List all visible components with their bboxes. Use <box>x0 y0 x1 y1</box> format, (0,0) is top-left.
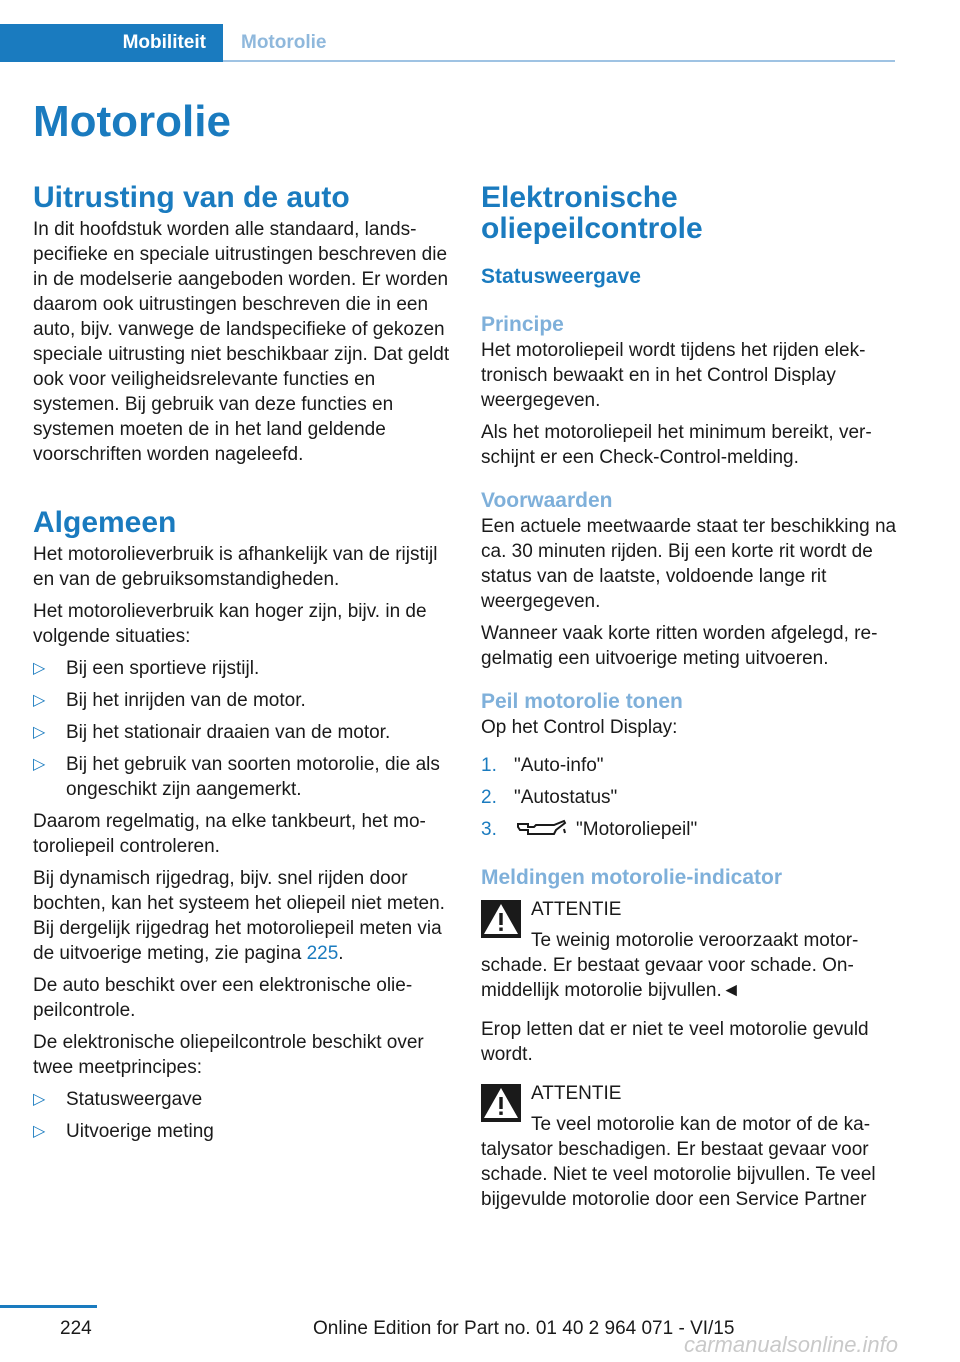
oil-can-icon <box>514 818 568 847</box>
list-item: 3. "Motoroliepeil" <box>481 817 899 847</box>
principle-list <box>33 1087 451 1144</box>
paragraph-dynamic-driving: Bij dynamisch rijgedrag, bijv. snel rijden door bochten, kan het systeem het oliepeil niet meten. Bij dergelijk rijgedrag het motoroliepeil meten via de uitvoerige meting, zie pagina 225. <box>33 868 445 964</box>
page-link-225[interactable]: 225 <box>306 943 339 964</box>
page-number: 224 <box>60 1318 92 1339</box>
heading-status-display: Statusweergave <box>481 265 641 288</box>
left-column <box>33 182 451 1151</box>
paragraph-not-too-much: Erop letten dat er niet te veel motorolie gevuld wordt. <box>481 1019 869 1065</box>
triangle-bullet-icon: ▷ <box>33 660 46 677</box>
heading-show-oil-level: Peil motorolie tonen <box>481 690 683 713</box>
warning-triangle-icon <box>481 1084 521 1129</box>
triangle-bullet-icon: ▷ <box>33 1091 46 1108</box>
list-item: ▷ Uitvoerige meting <box>33 1121 214 1142</box>
paragraph-higher-consumption: Het motorolieverbruik kan hoger zijn, bijv. in de volgende situaties: <box>33 601 427 647</box>
heading-messages: Meldingen motorolie-indicator <box>481 866 783 889</box>
paragraph-principle-1: Het motoroliepeil wordt tijdens het rijden elektronisch bewaakt en in het Control Display weergegeven. <box>481 340 866 411</box>
steps-list <box>481 753 899 847</box>
paragraph-control-display: Op het Control Display: <box>481 717 678 738</box>
heading-electronic-oil-control: Elektronische oliepeilcontrole <box>481 181 703 245</box>
situation-list <box>33 656 451 802</box>
edition-info: Online Edition for Part no. 01 40 2 964 071 - VI/15 <box>313 1318 735 1339</box>
list-item: ▷ Bij het inrijden van de motor. <box>33 690 306 711</box>
footer-divider <box>0 1305 97 1308</box>
paragraph-two-principles: De elektronische oliepeilcontrole beschikt over twee meetprincipes: <box>33 1032 424 1078</box>
heading-conditions: Voorwaarden <box>481 489 613 512</box>
section-tab-motorolie: Motorolie <box>241 32 327 53</box>
paragraph-conditions-1: Een actuele meetwaarde staat ter beschikking na ca. 30 minuten rijden. Bij een korte rit wordt de status van de laatste, voldoende lange rit weergegeven. <box>481 516 897 612</box>
warning-text: Te weinig motorolie veroorzaakt motorschade. Er bestaat gevaar voor schade. Onmiddellijk motorolie bijvullen.◄ <box>481 930 859 1001</box>
triangle-bullet-icon: ▷ <box>33 692 46 709</box>
page-title: Motorolie <box>33 97 231 146</box>
header-divider <box>223 60 895 62</box>
triangle-bullet-icon: ▷ <box>33 756 46 773</box>
paragraph-consumption: Het motorolieverbruik is afhankelijk van de rijstijl en van de gebruiksomstandigheden. <box>33 544 438 590</box>
paragraph-electronic-control: De auto beschikt over een elektronische oliepeilcontrole. <box>33 975 413 1021</box>
triangle-bullet-icon: ▷ <box>33 1123 46 1140</box>
right-column <box>481 182 899 1220</box>
triangle-bullet-icon: ▷ <box>33 724 46 741</box>
warning-too-much-oil <box>481 1081 899 1212</box>
list-item: ▷ Bij een sportieve rijstijl. <box>33 658 260 679</box>
list-item: 2. "Autostatus" <box>481 787 618 808</box>
warning-triangle-icon <box>481 900 521 945</box>
list-item: ▷ Bij het stationair draaien van de motor. <box>33 722 391 743</box>
paragraph-conditions-2: Wanneer vaak korte ritten worden afgelegd, regelmatig een uitvoerige meting uitvoeren. <box>481 623 878 669</box>
warning-label: ATTENTIE <box>531 1083 622 1104</box>
warning-too-little-oil <box>481 897 899 1003</box>
warning-label: ATTENTIE <box>531 899 622 920</box>
warning-text: Te veel motorolie kan de motor of de katalysator beschadigen. Er bestaat gevaar voor schade. Niet te veel motorolie bijvullen. Te veel bijgevulde motorolie door een Service Partner <box>481 1114 876 1210</box>
watermark: carmanualsonline.info <box>684 1332 899 1357</box>
section-tab-mobiliteit: Mobiliteit <box>0 24 223 62</box>
list-item: ▷ Bij het gebruik van soorten motorolie, die als ongeschikt zijn aangemerkt. <box>33 754 440 800</box>
heading-principle: Principe <box>481 313 564 336</box>
heading-general: Algemeen <box>33 506 177 539</box>
page-header <box>0 24 895 62</box>
list-item: ▷ Statusweergave <box>33 1089 203 1110</box>
paragraph-equipment: In dit hoofdstuk worden alle standaard, landspecifieke en speciale uitrustingen beschreven die in de modelserie aangeboden worden. Er worden daarom ook uitrustingen beschreven die in een auto, bijv. vanwege de landspecifieke of gekozen speciale uitrusting niet beschikbaar zijn. Dat geldt ook voor veiligheidsrelevante functies en systemen. Bij gebruik van deze functies en systemen moeten de in het land geldende voorschriften worden nageleefd. <box>33 219 450 465</box>
heading-equipment: Uitrusting van de auto <box>33 181 350 214</box>
paragraph-check-regularly: Daarom regelmatig, na elke tankbeurt, het motoroliepeil controleren. <box>33 811 426 857</box>
list-item: 1. "Auto-info" <box>481 755 604 776</box>
paragraph-principle-2: Als het motoroliepeil het minimum bereikt, verschijnt er een Check-Control-melding. <box>481 422 872 468</box>
